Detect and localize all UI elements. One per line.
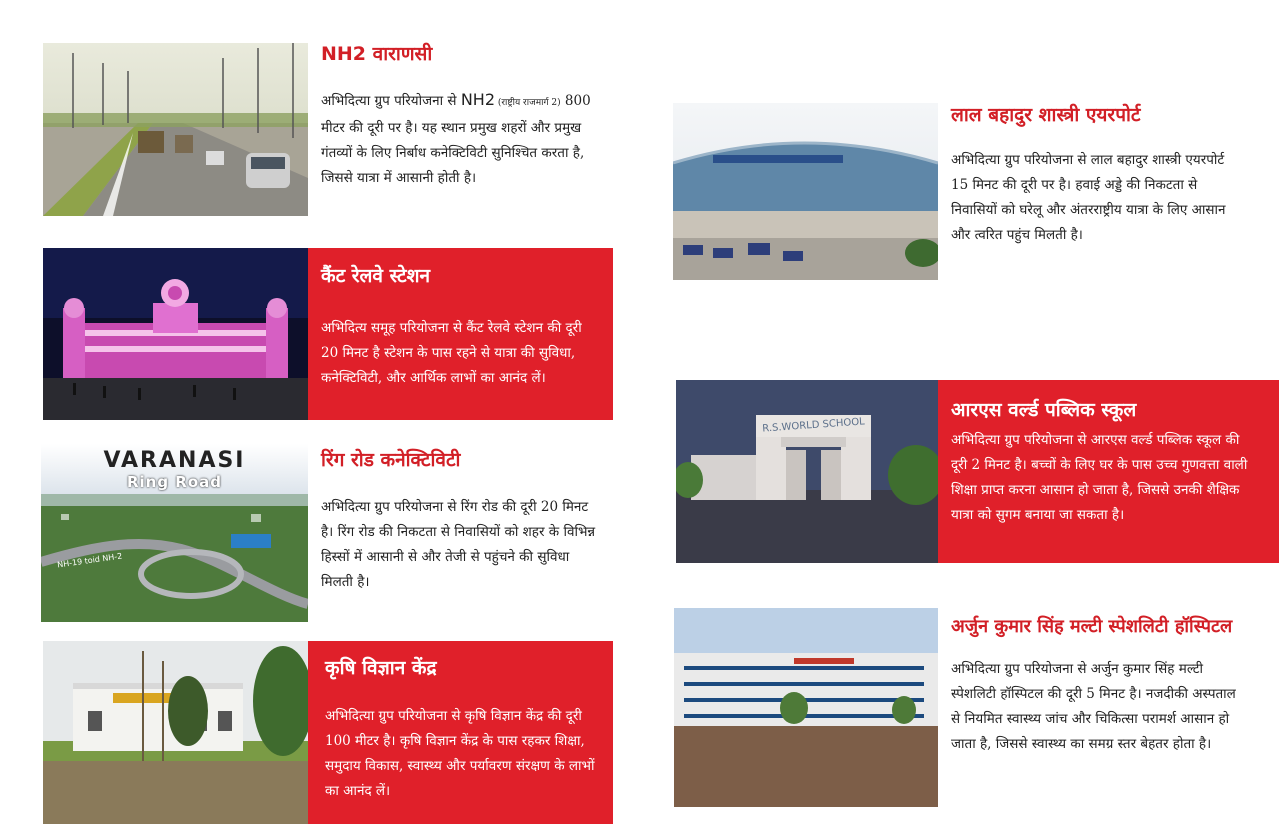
cantt-station-photo <box>43 248 308 420</box>
airport-description: अभिदित्या ग्रुप परियोजना से लाल बहादुर शास्त्री एयरपोर्ट 15 मिनट की दूरी पर है। हवाई अड्डे की निकटता से निवासियों को घरेलू और अंतरराष्ट्रीय यात्रा के लिए आसान और त्वरित पहुंच मिलती है। <box>951 152 1226 243</box>
hospital-text-panel <box>938 608 1258 807</box>
nh2-highway-photo <box>43 43 308 216</box>
airport-photo <box>673 103 938 280</box>
nh2-desc-note: (राष्ट्रीय राजमार्ग 2) <box>495 98 561 108</box>
airport-title: लाल बहादुर शास्त्री एयरपोर्ट <box>951 104 1141 126</box>
airport-text-panel <box>938 103 1238 280</box>
nh2-text-panel <box>308 43 613 216</box>
ring-road-text-panel <box>308 444 613 622</box>
nh2-desc-highway: NH2 <box>460 90 495 109</box>
kvk-title: कृषि विज्ञान केंद्र <box>325 657 437 679</box>
hospital-photo <box>674 608 938 807</box>
ring-road-caption-road: Ring Road <box>126 473 223 491</box>
ring-road-caption-nh: NH-19 toid NH-2 <box>56 551 123 570</box>
kvk-building-photo <box>43 641 308 824</box>
school-title: आरएस वर्ल्ड पब्लिक स्कूल <box>951 399 1137 421</box>
ring-road-title: रिंग रोड कनेक्टिविटी <box>321 449 461 471</box>
ring-road-description: अभिदित्या ग्रुप परियोजना से रिंग रोड की दूरी 20 मिनट है। रिंग रोड की निकटता से निवासियों को शहर के विभिन्न हिस्सों में आसानी से और तेजी से पहुंचने की सुविधा मिलती है। <box>321 499 596 590</box>
hospital-title: अर्जुन कुमार सिंह मल्टी स्पेशलिटी हॉस्पिटल <box>951 616 1233 637</box>
school-gate-photo <box>676 380 938 563</box>
kvk-text-panel <box>308 641 613 824</box>
nh2-description <box>321 87 599 191</box>
cantt-description: अभिदित्य समूह परियोजना से कैंट रेलवे स्टेशन की दूरी 20 मिनट है स्टेशन के पास रहने से यात्रा की सुविधा, कनेक्टिविटी, और आर्थिक लाभों का आनंद लें। <box>321 320 582 386</box>
kvk-description: अभिदित्या ग्रुप परियोजना से कृषि विज्ञान केंद्र की दूरी 100 मीटर है। कृषि विज्ञान केंद्र के पास रहकर शिक्षा, समुदाय विकास, स्वास्थ्य और पर्यावरण संरक्षण के लाभों का आनंद लें। <box>325 708 595 799</box>
nh2-desc-part-2: 800 मीटर की दूरी पर है। यह स्थान प्रमुख शहरों और प्रमुख गंतव्यों के लिए निर्बाध कनेक्टिविटी सुनिश्चित करता है, जिससे यात्रा में आसानी होती है। <box>321 93 591 186</box>
school-text-panel <box>938 380 1279 563</box>
cantt-text-panel <box>308 248 613 420</box>
nh2-desc-part-1: अभिदित्या ग्रुप परियोजना से <box>321 93 461 109</box>
school-description: अभिदित्या ग्रुप परियोजना से आरएस वर्ल्ड पब्लिक स्कूल की दूरी 2 मिनट है। बच्चों के लिए घर के पास उच्च गुणवत्ता वाली शिक्षा प्राप्त करना आसान हो जाता है, जिससे उनकी शैक्षिक यात्रा को सुगम बनाया जा सकता है। <box>951 432 1248 523</box>
school-gate-sign: R.S.WORLD SCHOOL <box>761 416 866 435</box>
ring-road-caption-city: VARANASI <box>103 448 246 473</box>
nh2-title: NH2 वाराणसी <box>321 43 433 65</box>
ring-road-photo <box>41 444 308 622</box>
hospital-description: अभिदित्या ग्रुप परियोजना से अर्जुन कुमार सिंह मल्टी स्पेशलिटी हॉस्पिटल की दूरी 5 मिनट है। नजदीकी अस्पताल से नियमित स्वास्थ्य जांच और चिकित्सा परामर्श आसान हो जाता है, जिससे स्वास्थ्य का समग्र स्तर बेहतर होता है। <box>951 661 1236 752</box>
cantt-title: कैंट रेलवे स्टेशन <box>321 265 431 287</box>
